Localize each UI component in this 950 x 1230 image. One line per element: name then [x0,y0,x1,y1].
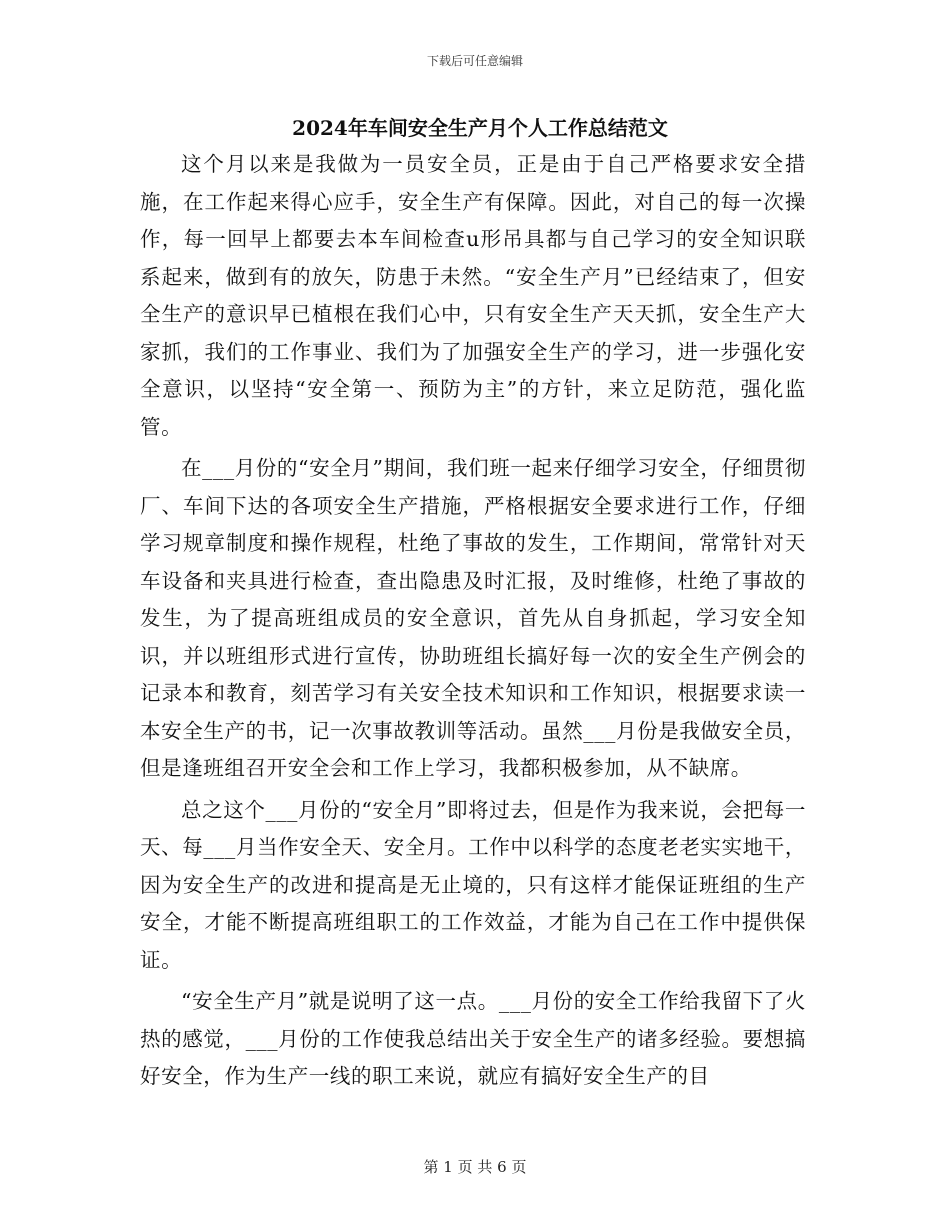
paragraph-4: “安全生产月”就是说明了这一点。___月份的安全工作给我留下了火热的感觉，___月份的工作使我总结出关于安全生产的诸多经验。要想搞好安全，作为生产一线的职工来说，就应有搞好安全生产的目 [140,989,806,1088]
paragraph-3: 总之这个___月份的“安全月”即将过去，但是作为我来说，会把每一天、每___月当作安全天、安全月。工作中以科学的态度老老实实地干，因为安全生产的改进和提高是无止境的，只有这样才能保证班组的生产安全，才能不断提高班组职工的工作效益，才能为自己在工作中提供保证。 [140,797,806,972]
page-number: 第 1 页 共 6 页 [423,1158,527,1176]
page-header-note: 下载后可任意编辑 [426,54,523,68]
paragraph-1: 这个月以来是我做为一员安全员，正是由于自己严格要求安全措施，在工作起来得心应手，安全生产有保障。因此，对自己的每一次操作，每一回早上都要去本车间检查u形吊具都与自己学习的安全知识联系起来，做到有的放矢，防患于未然。“安全生产月”已经结束了，但安全生产的意识早已植根在我们心中，只有安全生产天天抓，安全生产大家抓，我们的工作事业、我们为了加强安全生产的学习，进一步强化安全意识，以坚持“安全第一、预防为主”的方针，来立足防范，强化监管。 [140,152,806,439]
document-title: 2024年车间安全生产月个人工作总结范文 [292,116,668,140]
paragraph-2: 在___月份的“安全月”期间，我们班一起来仔细学习安全，仔细贯彻厂、车间下达的各项安全生产措施，严格根据安全要求进行工作，仔细学习规章制度和操作规程，杜绝了事故的发生，工作期间，常常针对天车设备和夹具进行检查，查出隐患及时汇报，及时维修，杜绝了事故的发生，为了提高班组成员的安全意识，首先从自身抓起，学习安全知识，并以班组形式进行宣传，协助班组长搞好每一次的安全生产例会的记录本和教育，刻苦学习有关安全技术知识和工作知识，根据要求读一本安全生产的书，记一次事故教训等活动。虽然___月份是我做安全员，但是逢班组召开安全会和工作上学习，我都积极参加，从不缺席。 [140,456,806,780]
document-body [140,146,806,1100]
